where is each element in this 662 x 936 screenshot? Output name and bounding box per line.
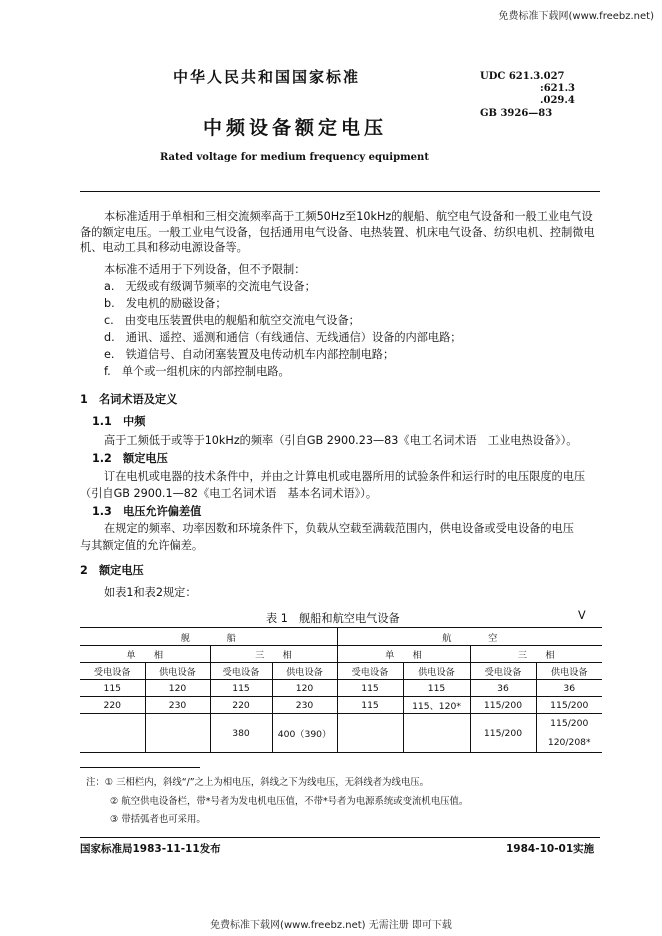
- table-cell: 115: [210, 680, 272, 697]
- udc-code: [480, 71, 575, 107]
- table-cell: 36: [470, 680, 536, 697]
- exclusion-item-d: d. 通讯、遥控、遥测和通信（有线通信、无线通信）设备的内部电路；: [104, 331, 462, 344]
- table-cell: 230: [272, 697, 337, 714]
- table-cell: 115/200: [470, 697, 536, 714]
- issued-date: 国家标准局1983-11-11发布: [80, 843, 221, 855]
- intro-paragraph-2: 本标准不适用于下列设备，但不予限制：: [104, 263, 306, 276]
- col-header: 受电设备: [210, 663, 272, 680]
- table-cell-line: 115/200: [550, 718, 589, 729]
- watermark-top: 免费标准下载网(www.freebz.net): [498, 11, 654, 22]
- table-cell-empty: [80, 714, 145, 753]
- table-row: [80, 697, 602, 714]
- header-aviation: 航 空: [337, 628, 602, 646]
- table-cell-multi: [536, 714, 602, 753]
- notes-divider: [80, 767, 200, 768]
- header-divider: [80, 191, 600, 192]
- section-1-3-text-1: 在规定的频率、功率因数和环境条件下，负载从空载至满载范围内，供电设备或受电设备的电压: [104, 522, 574, 535]
- voltage-table: [80, 627, 602, 753]
- table-cell: 230: [145, 697, 210, 714]
- col-header: 受电设备: [470, 663, 536, 680]
- section-2-heading: 2 额定电压: [80, 564, 144, 577]
- table-header-group-row: [80, 628, 602, 646]
- col-header: 受电设备: [337, 663, 403, 680]
- table-cell: 120: [272, 680, 337, 697]
- col-header: 供电设备: [272, 663, 337, 680]
- col-header: 供电设备: [145, 663, 210, 680]
- watermark-bottom: 免费标准下载网(www.freebz.net) 无需注册 即可下载: [210, 920, 452, 931]
- table-cell: 115/200: [536, 697, 602, 714]
- document-title: 中频设备额定电压: [203, 117, 388, 139]
- table-notes: [86, 774, 468, 830]
- udc-line-1: UDC 621.3.027: [480, 71, 565, 82]
- note-3: ③ 带括弧者也可采用。: [110, 814, 206, 825]
- table-cell: 115、120*: [403, 697, 470, 714]
- table-cell: 220: [210, 697, 272, 714]
- section-1-3-heading: 1.3 电压允许偏差值: [92, 505, 202, 518]
- table-row: [80, 714, 602, 753]
- table-row: [80, 680, 602, 697]
- table-header-device-row: [80, 663, 602, 680]
- section-1-1-text: 高于工频低于或等于10kHz的频率（引自GB 2900.23—83《电工名词术语 工业电热设备》）。: [104, 434, 578, 447]
- udc-line-2: :621.3: [540, 83, 576, 94]
- exclusion-item-e: e. 铁道信号、自动闭塞装置及电传动机车内部控制电路；: [104, 348, 395, 361]
- table-cell: 115: [337, 680, 403, 697]
- table-cell-empty: [145, 714, 210, 753]
- exclusion-item-a: a. 无级或有级调节频率的交流电气设备；: [104, 280, 316, 293]
- notes-label: 注：: [86, 777, 105, 788]
- udc-line-3: .029.4: [540, 95, 575, 106]
- table-cell: 115: [337, 697, 403, 714]
- gb-number: GB 3926—83: [480, 108, 553, 119]
- table-cell: 120: [145, 680, 210, 697]
- section-1-2-text-2: （引自GB 2900.1—82《电工名词术语 基本名词术语》）。: [80, 487, 378, 500]
- section-1-3-text-2: 与其额定值的允许偏差。: [80, 539, 204, 552]
- section-2-text: 如表1和表2规定：: [104, 586, 197, 599]
- exclusion-item-c: c. 由变电压装置供电的舰船和航空交流电气设备；: [104, 314, 360, 327]
- exclusion-item-f: f. 单个或一组机床的内部控制电路。: [104, 365, 290, 378]
- standard-name: 中华人民共和国国家标准: [173, 68, 361, 86]
- note-2: ② 航空供电设备栏，带*号者为发电机电压值，不带*号者为电源系统或变流机电压值。: [110, 795, 469, 807]
- table-cell-empty: [403, 714, 470, 753]
- exclusion-item-b: b. 发电机的励磁设备；: [104, 297, 227, 310]
- table-cell: 220: [80, 697, 145, 714]
- header-ship-single-phase: 单 相: [80, 646, 210, 663]
- footer-divider: [80, 837, 600, 838]
- section-1-heading: 1 名词术语及定义: [80, 393, 178, 406]
- table-cell: 115: [403, 680, 470, 697]
- table-cell-empty: [337, 714, 403, 753]
- header-air-single-phase: 单 相: [337, 646, 470, 663]
- section-1-2-heading: 1.2 额定电压: [92, 452, 168, 465]
- table-cell: 115/200: [470, 714, 536, 753]
- table-cell-line: 120/208*: [547, 737, 591, 748]
- note-1: 注：① 三相栏内，斜线“/”之上为相电压，斜线之下为线电压，无斜线者为线电压。: [86, 777, 430, 788]
- intro-paragraph-1: 本标准适用于单相和三相交流频率高于工频50Hz至10kHz的舰船、航空电气设备和一般工业电气设备的额定电压。一般工业电气设备，包括通用电气设备、电热装置、机床电气设备、纺织电机、控制微电机、电动工具和移动电源设备等。: [80, 210, 595, 254]
- section-1-1-heading: 1.1 中频: [92, 415, 146, 428]
- table-cell: 380: [210, 714, 272, 753]
- implementation-date: 1984-10-01实施: [506, 843, 595, 855]
- table-cell: 36: [536, 680, 602, 697]
- header-ship: 舰 船: [80, 628, 337, 646]
- section-1-2-text-1: 订在电机或电器的技术条件中，并由之计算电机或电器所用的试验条件和运行时的电压限度的电压: [104, 470, 586, 483]
- table-caption: 表 1 舰船和航空电气设备: [266, 612, 400, 625]
- col-header: 供电设备: [403, 663, 470, 680]
- table-unit: V: [578, 609, 586, 622]
- table-header-phase-row: [80, 646, 602, 663]
- col-header: 受电设备: [80, 663, 145, 680]
- header-air-three-phase: 三 相: [470, 646, 602, 663]
- english-title: Rated voltage for medium frequency equipment: [160, 152, 429, 163]
- header-ship-three-phase: 三 相: [210, 646, 337, 663]
- col-header: 供电设备: [536, 663, 602, 680]
- table-cell: 400（390）: [272, 714, 337, 753]
- table-cell: 115: [80, 680, 145, 697]
